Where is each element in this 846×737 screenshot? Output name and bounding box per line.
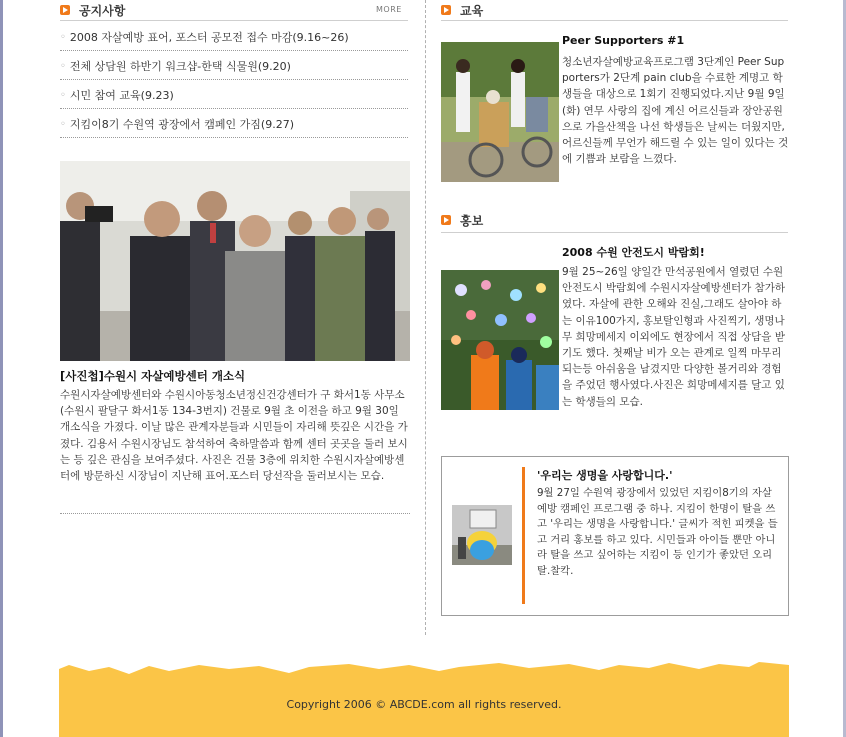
campaign-photo[interactable] <box>452 505 512 565</box>
campaign-box <box>441 456 789 616</box>
campaign-accent-bar <box>522 467 525 604</box>
photo-news-caption[interactable]: [사진첩]수원시 자살예방센터 개소식 <box>60 369 246 383</box>
notice-item-text: 전체 상담원 하반기 워크샵-한택 식물원(9.20) <box>69 60 291 73</box>
arrow-bullet-icon <box>441 215 451 225</box>
education-header <box>441 0 483 20</box>
education-header-rule <box>441 20 788 21</box>
campaign-body: 9월 27일 수원역 광장에서 있었던 지킴이8기의 자살예방 캠페인 프로그램 중 하나. 지킴이 한명이 탈을 쓰고 '우리는 생명을 사랑합니다.' 글씨가 적힌 피켓을 들고 거리 홍보를 하고 있다. 시민들과 아이들 뿐만 아니라 탈을 쓰고 싶어하는 지킴이 등 인기가 좋았던 오리탈.찰칵. <box>537 487 778 577</box>
photo-news-body: 수원시자살예방센터와 수원시아동청소년정신건강센터가 구 화서1동 사무소(수원시 팔달구 화서1동 134-3번지) 건물로 9월 초 이전을 하고 9월 30일 개소식을 가졌다. 이날 많은 관계자분들과 시민들이 자리해 뜻깊은 시간을 가졌다. 김용서 수원시장님도 참석하여 축하말씀과 함께 센터 곳곳을 둘러 보시는 등 깊은 관심을 보여주셨다. 사진은 건물 3층에 위치한 수원시자살예방센터에 방문하신 시장님이 지난해 표어.포스터 당선작을 둘러보시는 모습. <box>60 389 408 483</box>
education-article-title[interactable]: Peer Supporters #1 <box>562 34 685 47</box>
notice-item[interactable] <box>60 111 408 138</box>
promotion-photo[interactable] <box>441 270 559 410</box>
column-divider <box>425 0 426 635</box>
list-dot-icon: ◦ <box>60 31 66 43</box>
notice-header-rule <box>60 20 408 21</box>
more-link[interactable]: MORE <box>376 5 402 14</box>
list-dot-icon: ◦ <box>60 118 66 130</box>
notice-item-text: 2008 자살예방 표어, 포스터 공모전 접수 마감(9.16~26) <box>69 31 349 44</box>
education-title: 교육 <box>460 3 484 18</box>
notice-item[interactable] <box>60 82 408 109</box>
arrow-bullet-icon <box>60 5 70 15</box>
copyright-text: Copyright 2006 © ABCDE.com all rights reserved. <box>286 698 562 711</box>
arrow-bullet-icon <box>441 5 451 15</box>
notice-item-text: 시민 참여 교육(9.23) <box>69 89 174 102</box>
notice-item[interactable] <box>60 53 408 80</box>
education-photo[interactable] <box>441 42 559 182</box>
notice-title: 공지사항 <box>79 3 126 18</box>
education-article-body: 청소년자살예방교육프로그램 3단계인 Peer Supporters가 2단계 pain club을 수료한 계명고 학생들을 대상으로 1회기 진행되었다.지난 9월 9일(화) 연무 사랑의 집에 계신 어르신들과 장안공원으로 가을산책을 나선 학생들은 날씨는 더웠지만,어르신들께 무언가 해드릴 수 있는 일이 있다는 것에 기쁨과 보람을 느꼈다. <box>562 56 789 166</box>
promotion-header-rule <box>441 232 788 233</box>
notice-item-text: 지킴이8기 수원역 광장에서 캠페인 가짐(9.27) <box>69 118 294 131</box>
photo-news-divider <box>60 513 410 514</box>
promotion-header <box>441 210 483 230</box>
notice-item[interactable] <box>60 24 408 51</box>
promotion-article-body: 9월 25~26일 양일간 만석공원에서 열렸던 수원 안전도시 박람회에 수원시자살예방센터가 참가하였다. 자살에 관한 오해와 진실,그래도 살아야 하는 이유100가지, 홍보탈인형과 사진찍기, 생명나무 희망메세지 이외에도 현장에서 직접 상담을 받기도 했다. 첫째날 비가 오는 관계로 일찍 마무리되는등 아쉬움을 남겼지만 다양한 볼거리와 경험을 주었던 행사였다.사진은 희망메세지를 달고 있는 학생들의 모습. <box>562 266 786 408</box>
campaign-title[interactable]: '우리는 생명을 사랑합니다.' <box>537 469 673 482</box>
list-dot-icon: ◦ <box>60 60 66 72</box>
list-dot-icon: ◦ <box>60 89 66 101</box>
opening-ceremony-photo[interactable] <box>60 161 410 361</box>
promotion-article-title[interactable]: 2008 수원 안전도시 박람회! <box>562 246 705 259</box>
left-frame-line <box>0 0 3 737</box>
promotion-title: 홍보 <box>460 213 484 228</box>
notice-header <box>60 0 125 20</box>
